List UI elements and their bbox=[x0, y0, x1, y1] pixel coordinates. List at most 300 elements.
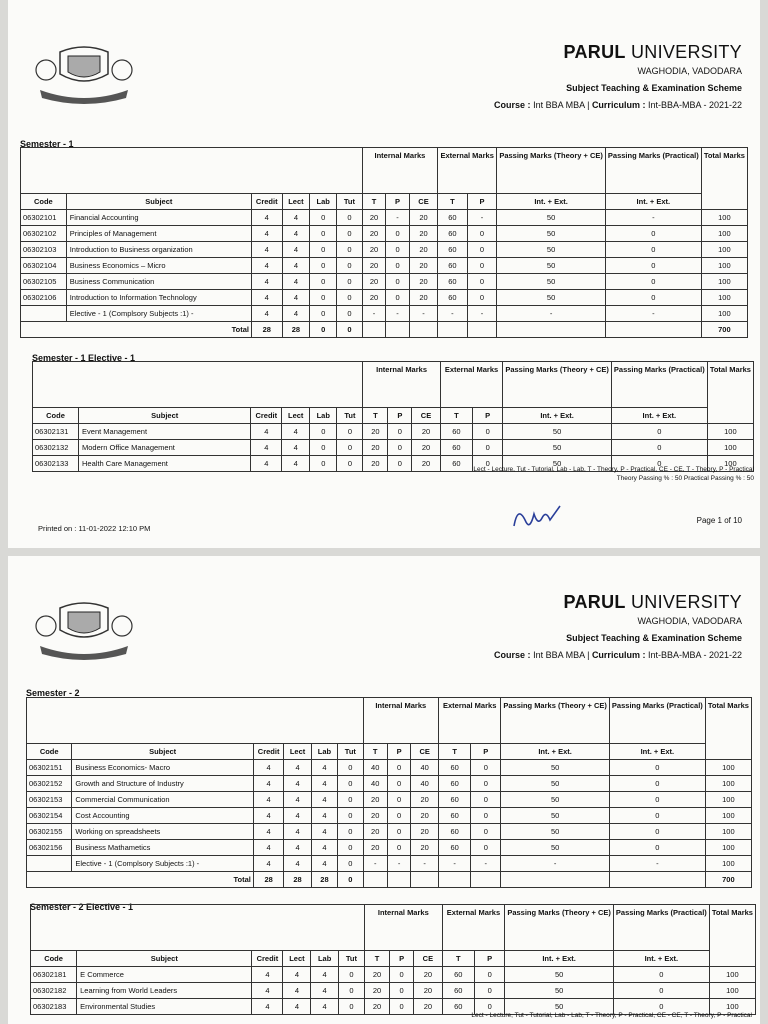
table-cell: 4 bbox=[282, 424, 310, 440]
column-header-t: T bbox=[440, 408, 472, 424]
table-cell: 0 bbox=[310, 274, 337, 290]
table-cell: 60 bbox=[438, 274, 468, 290]
table-row bbox=[21, 242, 748, 258]
external-marks-header: External Marks bbox=[439, 698, 501, 744]
total-empty-cell bbox=[501, 872, 610, 888]
passing-practical-header: Passing Marks (Practical) bbox=[613, 905, 709, 951]
table-cell: 60 bbox=[440, 456, 472, 472]
table-cell: 60 bbox=[438, 242, 468, 258]
scheme-title: Subject Teaching & Examination Scheme bbox=[566, 83, 742, 93]
table-cell: Growth and Structure of Industry bbox=[72, 776, 254, 792]
table-cell: 0 bbox=[337, 226, 363, 242]
passing-theory-header: Passing Marks (Theory + CE) bbox=[501, 698, 610, 744]
passing-practical-header: Passing Marks (Practical) bbox=[609, 698, 705, 744]
table-cell: 50 bbox=[501, 776, 610, 792]
table-cell: 50 bbox=[505, 983, 614, 999]
table-cell: 20 bbox=[412, 424, 440, 440]
table-cell: Commercial Communication bbox=[72, 792, 254, 808]
table-row bbox=[21, 274, 748, 290]
column-header-subject: Subject bbox=[77, 951, 252, 967]
elective-table bbox=[30, 904, 756, 1015]
table-cell: - bbox=[609, 856, 705, 872]
table-cell: 0 bbox=[388, 456, 412, 472]
table-cell: 4 bbox=[253, 808, 283, 824]
table-cell: 0 bbox=[613, 999, 709, 1015]
column-header-code: Code bbox=[31, 951, 77, 967]
table-cell: - bbox=[497, 306, 606, 322]
table-cell: 20 bbox=[362, 210, 385, 226]
table-cell: 06302154 bbox=[27, 808, 72, 824]
column-header-p: P bbox=[473, 408, 503, 424]
external-marks-header: External Marks bbox=[440, 362, 503, 408]
table-cell: 20 bbox=[409, 274, 437, 290]
table-cell: 0 bbox=[337, 440, 363, 456]
table-cell: 0 bbox=[310, 210, 337, 226]
table-cell: 0 bbox=[609, 760, 705, 776]
university-logo-icon bbox=[30, 598, 138, 662]
total-marks-header: Total Marks bbox=[709, 905, 755, 967]
table-cell: 0 bbox=[471, 776, 501, 792]
table-cell: 100 bbox=[705, 792, 751, 808]
table-cell: 100 bbox=[705, 808, 751, 824]
internal-marks-header: Internal Marks bbox=[363, 362, 440, 408]
table-cell: 100 bbox=[701, 306, 747, 322]
header-blank bbox=[21, 148, 363, 194]
table-cell: 0 bbox=[338, 999, 364, 1015]
total-lab: 0 bbox=[310, 322, 337, 338]
table-row bbox=[27, 808, 752, 824]
table-row bbox=[21, 258, 748, 274]
university-header bbox=[494, 592, 742, 660]
table-cell: 0 bbox=[337, 258, 363, 274]
table-cell: 100 bbox=[705, 824, 751, 840]
column-header-lect: Lect bbox=[282, 408, 310, 424]
table-cell: 20 bbox=[414, 983, 442, 999]
total-row bbox=[27, 872, 752, 888]
table-cell: 4 bbox=[251, 242, 282, 258]
table-cell: 60 bbox=[439, 824, 471, 840]
table-cell: 0 bbox=[338, 856, 363, 872]
table-cell: 4 bbox=[282, 242, 310, 258]
table-cell: Business Mathametics bbox=[72, 840, 254, 856]
total-empty-cell bbox=[609, 872, 705, 888]
table-cell: 0 bbox=[337, 274, 363, 290]
table-row bbox=[33, 440, 754, 456]
column-header-code: Code bbox=[27, 744, 72, 760]
table-cell: 50 bbox=[503, 424, 612, 440]
university-name bbox=[494, 42, 742, 63]
table-cell: 60 bbox=[438, 210, 468, 226]
column-header-int_ext: Int. + Ext. bbox=[503, 408, 612, 424]
university-name-rest: UNIVERSITY bbox=[625, 592, 742, 612]
total-empty-cell bbox=[409, 322, 437, 338]
passing-practical-header: Passing Marks (Practical) bbox=[611, 362, 707, 408]
table-cell: - bbox=[386, 210, 410, 226]
table-cell: 4 bbox=[251, 440, 282, 456]
table-cell: 20 bbox=[365, 999, 390, 1015]
table-cell: 0 bbox=[337, 424, 363, 440]
table-cell: Environmental Studies bbox=[77, 999, 252, 1015]
table-cell: 4 bbox=[282, 274, 310, 290]
column-header-subject: Subject bbox=[72, 744, 254, 760]
column-header-ce: CE bbox=[409, 194, 437, 210]
table-cell: 4 bbox=[252, 999, 283, 1015]
table-row bbox=[27, 824, 752, 840]
column-header-lab: Lab bbox=[310, 194, 337, 210]
table-cell: 0 bbox=[386, 274, 410, 290]
table-cell bbox=[27, 856, 72, 872]
external-marks-header: External Marks bbox=[438, 148, 497, 194]
table-cell: - bbox=[409, 306, 437, 322]
table-cell: 100 bbox=[701, 274, 747, 290]
table-cell: 60 bbox=[442, 967, 474, 983]
table-cell: 0 bbox=[475, 983, 505, 999]
table-cell: - bbox=[386, 306, 410, 322]
table-cell: 4 bbox=[282, 210, 310, 226]
internal-marks-header: Internal Marks bbox=[365, 905, 443, 951]
table-cell: 50 bbox=[497, 258, 606, 274]
column-header-p: P bbox=[386, 194, 410, 210]
column-header-int_ext: Int. + Ext. bbox=[501, 744, 610, 760]
table-cell: 0 bbox=[310, 440, 337, 456]
table-row bbox=[21, 226, 748, 242]
table-cell: 0 bbox=[609, 776, 705, 792]
table-cell: Cost Accounting bbox=[72, 808, 254, 824]
table-cell: 50 bbox=[501, 840, 610, 856]
table-cell: 40 bbox=[411, 760, 439, 776]
university-location: WAGHODIA, VADODARA bbox=[637, 66, 742, 76]
internal-marks-header: Internal Marks bbox=[362, 148, 437, 194]
total-tut: 0 bbox=[338, 872, 363, 888]
column-header-t: T bbox=[363, 744, 387, 760]
table-cell: 60 bbox=[442, 983, 474, 999]
table-row bbox=[21, 306, 748, 322]
legend-line-2: Theory Passing % : 50 Practical Passing % : 50 bbox=[616, 475, 754, 482]
total-marks: 700 bbox=[701, 322, 747, 338]
table-cell: 40 bbox=[363, 760, 387, 776]
table-cell: 4 bbox=[253, 856, 283, 872]
table-cell: - bbox=[362, 306, 385, 322]
table-cell: 0 bbox=[386, 226, 410, 242]
total-empty-cell bbox=[471, 872, 501, 888]
table-cell: 0 bbox=[337, 456, 363, 472]
internal-marks-header: Internal Marks bbox=[363, 698, 439, 744]
column-header-int_ext: Int. + Ext. bbox=[613, 951, 709, 967]
curriculum-value: Int-BBA-MBA - 2021-22 bbox=[645, 650, 742, 660]
table-cell: 60 bbox=[439, 792, 471, 808]
table-cell: 0 bbox=[613, 983, 709, 999]
table-cell: 100 bbox=[701, 210, 747, 226]
column-header-p: P bbox=[471, 744, 501, 760]
table-cell: 4 bbox=[253, 840, 283, 856]
table-cell: 4 bbox=[311, 840, 337, 856]
table-row bbox=[31, 983, 756, 999]
total-lab: 28 bbox=[311, 872, 337, 888]
table-cell: 40 bbox=[411, 776, 439, 792]
table-cell: 0 bbox=[337, 242, 363, 258]
header-blank bbox=[33, 362, 363, 408]
table-cell: 4 bbox=[251, 290, 282, 306]
table-cell: 4 bbox=[251, 226, 282, 242]
table-cell: 60 bbox=[439, 760, 471, 776]
university-logo-icon bbox=[30, 42, 138, 106]
column-header-tut: Tut bbox=[338, 951, 364, 967]
column-header-p: P bbox=[388, 408, 412, 424]
table-cell: 06302152 bbox=[27, 776, 72, 792]
total-empty-cell bbox=[411, 872, 439, 888]
table-cell: 4 bbox=[253, 776, 283, 792]
table-cell: 0 bbox=[467, 258, 497, 274]
table-cell: 4 bbox=[311, 776, 337, 792]
table-cell: 20 bbox=[363, 808, 387, 824]
table-cell: 0 bbox=[337, 210, 363, 226]
table-cell: Health Care Management bbox=[79, 456, 251, 472]
column-header-t: T bbox=[365, 951, 390, 967]
column-header-p: P bbox=[475, 951, 505, 967]
table-cell: 0 bbox=[387, 808, 410, 824]
table-cell: 0 bbox=[386, 290, 410, 306]
table-cell: 0 bbox=[338, 983, 364, 999]
column-header-t: T bbox=[438, 194, 468, 210]
table-cell: 50 bbox=[497, 210, 606, 226]
table-cell: 60 bbox=[438, 226, 468, 242]
table-cell: 20 bbox=[411, 808, 439, 824]
table-cell: - bbox=[501, 856, 610, 872]
table-cell: 100 bbox=[705, 856, 751, 872]
column-header-row bbox=[21, 194, 748, 210]
table-cell: 4 bbox=[282, 456, 310, 472]
table-cell: 0 bbox=[387, 792, 410, 808]
table-cell: 4 bbox=[282, 258, 310, 274]
table-cell: 0 bbox=[475, 967, 505, 983]
column-header-p: P bbox=[390, 951, 414, 967]
column-header-int_ext: Int. + Ext. bbox=[505, 951, 614, 967]
total-empty-cell bbox=[467, 322, 497, 338]
table-cell: Elective - 1 (Complsory Subjects :1) - bbox=[66, 306, 251, 322]
semester-table bbox=[20, 147, 748, 338]
table-cell: 0 bbox=[605, 226, 701, 242]
table-cell: 50 bbox=[501, 760, 610, 776]
table-cell: 100 bbox=[709, 999, 755, 1015]
table-cell: 0 bbox=[605, 258, 701, 274]
table-cell: 100 bbox=[709, 983, 755, 999]
course-value: Int BBA MBA | bbox=[530, 650, 592, 660]
table-cell: 100 bbox=[707, 440, 753, 456]
table-cell: 4 bbox=[284, 808, 311, 824]
semester-title: Semester - 1 bbox=[20, 139, 74, 149]
table-cell: 0 bbox=[467, 242, 497, 258]
table-cell: 06302102 bbox=[21, 226, 67, 242]
table-cell: 0 bbox=[310, 290, 337, 306]
column-header-p: P bbox=[387, 744, 410, 760]
table-cell: 0 bbox=[471, 824, 501, 840]
table-cell: 06302106 bbox=[21, 290, 67, 306]
document-page-2 bbox=[8, 556, 760, 1024]
column-header-ce: CE bbox=[414, 951, 442, 967]
table-cell: 06302156 bbox=[27, 840, 72, 856]
table-row bbox=[27, 840, 752, 856]
table-cell: 20 bbox=[362, 274, 385, 290]
table-cell: 0 bbox=[473, 456, 503, 472]
legend-line-1: Lect - Lecture, Tut - Tutorial, Lab - Lab, T - Theory, P - Practical, CE - CE, T - Theory, P - Practical bbox=[471, 1012, 752, 1019]
passing-theory-header: Passing Marks (Theory + CE) bbox=[497, 148, 606, 194]
table-cell: 20 bbox=[362, 290, 385, 306]
table-cell: 50 bbox=[501, 792, 610, 808]
table-cell: - bbox=[387, 856, 410, 872]
table-cell: 06302131 bbox=[33, 424, 79, 440]
column-header-int_ext: Int. + Ext. bbox=[497, 194, 606, 210]
column-header-int_ext: Int. + Ext. bbox=[605, 194, 701, 210]
header-blank bbox=[31, 905, 365, 951]
column-header-lect: Lect bbox=[284, 744, 311, 760]
course-line bbox=[494, 100, 742, 110]
table-cell: 0 bbox=[310, 456, 337, 472]
table-cell: 20 bbox=[414, 967, 442, 983]
table-cell: 0 bbox=[467, 290, 497, 306]
table-cell: 20 bbox=[411, 792, 439, 808]
column-header-tut: Tut bbox=[337, 194, 363, 210]
table-cell: 0 bbox=[390, 967, 414, 983]
table-cell: 100 bbox=[705, 760, 751, 776]
column-header-tut: Tut bbox=[338, 744, 363, 760]
table-cell: 60 bbox=[438, 258, 468, 274]
table-cell: 0 bbox=[609, 808, 705, 824]
legend-line-1: Lect - Lecture, Tut - Tutorial, Lab - Lab, T - Theory, P - Practical, CE - CE, T - Theory, P - Practical bbox=[473, 466, 754, 473]
table-cell: 0 bbox=[310, 258, 337, 274]
table-cell: 50 bbox=[497, 290, 606, 306]
table-cell: 0 bbox=[387, 776, 410, 792]
table-cell: 4 bbox=[251, 456, 282, 472]
table-cell: 60 bbox=[438, 290, 468, 306]
table-cell: 4 bbox=[283, 967, 311, 983]
table-cell: 0 bbox=[338, 808, 363, 824]
table-cell: 0 bbox=[390, 983, 414, 999]
column-header-lab: Lab bbox=[311, 951, 338, 967]
total-empty-cell bbox=[387, 872, 410, 888]
table-cell: 20 bbox=[363, 792, 387, 808]
table-cell: 20 bbox=[409, 242, 437, 258]
table-cell: 100 bbox=[707, 456, 753, 472]
course-value: Int BBA MBA | bbox=[530, 100, 592, 110]
table-cell: 0 bbox=[605, 242, 701, 258]
table-cell: 0 bbox=[337, 290, 363, 306]
table-cell: 4 bbox=[284, 856, 311, 872]
table-cell: 20 bbox=[365, 983, 390, 999]
table-cell: Introduction to Business organization bbox=[66, 242, 251, 258]
table-row bbox=[33, 424, 754, 440]
table-cell: 0 bbox=[338, 760, 363, 776]
table-cell: 40 bbox=[363, 776, 387, 792]
column-header-code: Code bbox=[33, 408, 79, 424]
table-cell: 20 bbox=[409, 258, 437, 274]
table-cell: 0 bbox=[387, 824, 410, 840]
table-cell: 0 bbox=[609, 792, 705, 808]
table-cell: Learning from World Leaders bbox=[77, 983, 252, 999]
table-cell: 06302104 bbox=[21, 258, 67, 274]
column-header-t: T bbox=[439, 744, 471, 760]
total-label: Total bbox=[21, 322, 252, 338]
column-header-ce: CE bbox=[411, 744, 439, 760]
table-cell: 4 bbox=[251, 258, 282, 274]
total-empty-cell bbox=[362, 322, 385, 338]
table-cell: 0 bbox=[310, 242, 337, 258]
table-cell: 20 bbox=[362, 226, 385, 242]
table-row bbox=[21, 290, 748, 306]
column-header-t: T bbox=[362, 194, 385, 210]
table-cell: 06302103 bbox=[21, 242, 67, 258]
column-header-credit: Credit bbox=[251, 194, 282, 210]
table-cell: 0 bbox=[467, 226, 497, 242]
table-cell: 4 bbox=[284, 840, 311, 856]
table-cell: 60 bbox=[439, 840, 471, 856]
table-cell: 4 bbox=[282, 306, 310, 322]
table-cell: 0 bbox=[613, 967, 709, 983]
table-cell: 0 bbox=[390, 999, 414, 1015]
total-lect: 28 bbox=[282, 322, 310, 338]
elective-table bbox=[32, 361, 754, 472]
course-line bbox=[494, 650, 742, 660]
table-cell: 4 bbox=[282, 226, 310, 242]
table-cell: 100 bbox=[709, 967, 755, 983]
table-cell: 50 bbox=[505, 999, 614, 1015]
table-cell: 0 bbox=[611, 440, 707, 456]
table-cell: Business Economics- Macro bbox=[72, 760, 254, 776]
table-cell: 06302183 bbox=[31, 999, 77, 1015]
table-cell: 20 bbox=[411, 824, 439, 840]
table-cell: 20 bbox=[411, 840, 439, 856]
table-cell: 4 bbox=[284, 776, 311, 792]
table-cell: 60 bbox=[440, 440, 472, 456]
table-cell: 0 bbox=[388, 440, 412, 456]
table-cell: 4 bbox=[253, 824, 283, 840]
column-header-row bbox=[33, 408, 754, 424]
table-cell: 20 bbox=[363, 424, 388, 440]
table-cell: 4 bbox=[251, 274, 282, 290]
table-cell: 0 bbox=[605, 290, 701, 306]
table-cell: 0 bbox=[387, 760, 410, 776]
table-cell: - bbox=[411, 856, 439, 872]
total-empty-cell bbox=[439, 872, 471, 888]
table-cell: 20 bbox=[363, 456, 388, 472]
table-cell: Elective - 1 (Complsory Subjects :1) - bbox=[72, 856, 254, 872]
column-header-ce: CE bbox=[412, 408, 440, 424]
table-cell: 0 bbox=[605, 274, 701, 290]
table-cell: 4 bbox=[282, 290, 310, 306]
table-cell: 20 bbox=[363, 440, 388, 456]
table-cell: 100 bbox=[705, 840, 751, 856]
table-cell: 100 bbox=[705, 776, 751, 792]
table-cell: Principles of Management bbox=[66, 226, 251, 242]
table-cell: 0 bbox=[338, 840, 363, 856]
table-cell: 4 bbox=[251, 306, 282, 322]
table-cell: 06302181 bbox=[31, 967, 77, 983]
column-header-subject: Subject bbox=[79, 408, 251, 424]
table-cell: 4 bbox=[311, 760, 337, 776]
table-cell: 100 bbox=[707, 424, 753, 440]
table-cell: 4 bbox=[311, 967, 338, 983]
table-cell: 20 bbox=[412, 456, 440, 472]
signature-icon bbox=[508, 496, 568, 536]
table-cell: 50 bbox=[497, 242, 606, 258]
table-cell: 4 bbox=[283, 999, 311, 1015]
total-tut: 0 bbox=[337, 322, 363, 338]
table-cell: 0 bbox=[471, 840, 501, 856]
printed-on: Printed on : 11-01-2022 12:10 PM bbox=[38, 524, 151, 533]
table-cell: 20 bbox=[409, 210, 437, 226]
table-cell: 0 bbox=[388, 424, 412, 440]
university-name-bold: PARUL bbox=[563, 592, 626, 612]
external-marks-header: External Marks bbox=[442, 905, 505, 951]
